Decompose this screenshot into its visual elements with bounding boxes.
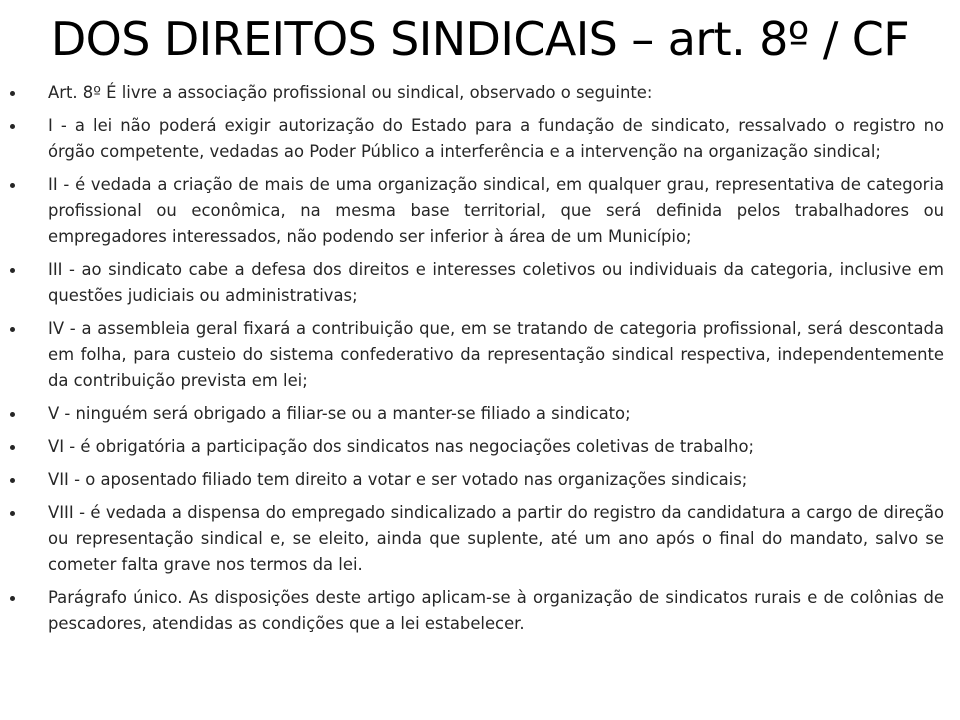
bullet-item-inciso-ii (0, 172, 960, 250)
slide-title: DOS DIREITOS SINDICAIS – art. 8º / CF (50, 12, 910, 66)
bullet-dot-icon (10, 268, 15, 273)
bullet-item-inciso-vii (0, 467, 960, 493)
bullet-item-inciso-vi (0, 434, 960, 460)
bullet-item-inciso-iii (0, 257, 960, 309)
bullet-dot-icon (10, 124, 15, 129)
bullet-item-inciso-iv (0, 316, 960, 394)
bullet-text: II - é vedada a criação de mais de uma organização sindical, em qualquer grau, representativa de categoria profissional ou econômica, na mesma base territorial, que será definida pelos trabalhadores ou empregadores interessados, não podendo ser inferior à área de um Município; (48, 175, 944, 246)
bullet-text: Parágrafo único. As disposições deste artigo aplicam-se à organização de sindicatos rurais e de colônias de pescadores, atendidas as condições que a lei estabelecer. (48, 588, 944, 633)
bullet-dot-icon (10, 478, 15, 483)
bullet-text: IV - a assembleia geral fixará a contribuição que, em se tratando de categoria profissional, será descontada em folha, para custeio do sistema confederativo da representação sindical respectiva, independentemente da contribuição prevista em lei; (48, 319, 944, 390)
bullet-dot-icon (10, 412, 15, 417)
bullet-dot-icon (10, 445, 15, 450)
bullet-item-inciso-v (0, 401, 960, 427)
bullet-text: V - ninguém será obrigado a filiar-se ou a manter-se filiado a sindicato; (48, 404, 631, 423)
bullet-dot-icon (10, 183, 15, 188)
bullet-item-caput (0, 80, 960, 106)
bullet-dot-icon (10, 511, 15, 516)
bullet-item-inciso-viii (0, 500, 960, 578)
bullet-text: III - ao sindicato cabe a defesa dos direitos e interesses coletivos ou individuais da categoria, inclusive em questões judiciais ou administrativas; (48, 260, 944, 305)
bullet-item-inciso-i (0, 113, 960, 165)
bullet-list (0, 80, 960, 644)
bullet-dot-icon (10, 596, 15, 601)
bullet-text: VIII - é vedada a dispensa do empregado sindicalizado a partir do registro da candidatura a cargo de direção ou representação sindical e, se eleito, ainda que suplente, até um ano após o final do mandato, salvo se cometer falta grave nos termos da lei. (48, 503, 944, 574)
bullet-item-paragrafo-unico (0, 585, 960, 637)
bullet-text: Art. 8º É livre a associação profissional ou sindical, observado o seguinte: (48, 83, 653, 102)
bullet-text: VI - é obrigatória a participação dos sindicatos nas negociações coletivas de trabalho; (48, 437, 755, 456)
bullet-dot-icon (10, 327, 15, 332)
bullet-text: I - a lei não poderá exigir autorização do Estado para a fundação de sindicato, ressalvado o registro no órgão competente, vedadas ao Poder Público a interferência e a intervenção na organização sindical; (48, 116, 944, 161)
bullet-dot-icon (10, 91, 15, 96)
bullet-text: VII - o aposentado filiado tem direito a votar e ser votado nas organizações sindicais; (48, 470, 748, 489)
